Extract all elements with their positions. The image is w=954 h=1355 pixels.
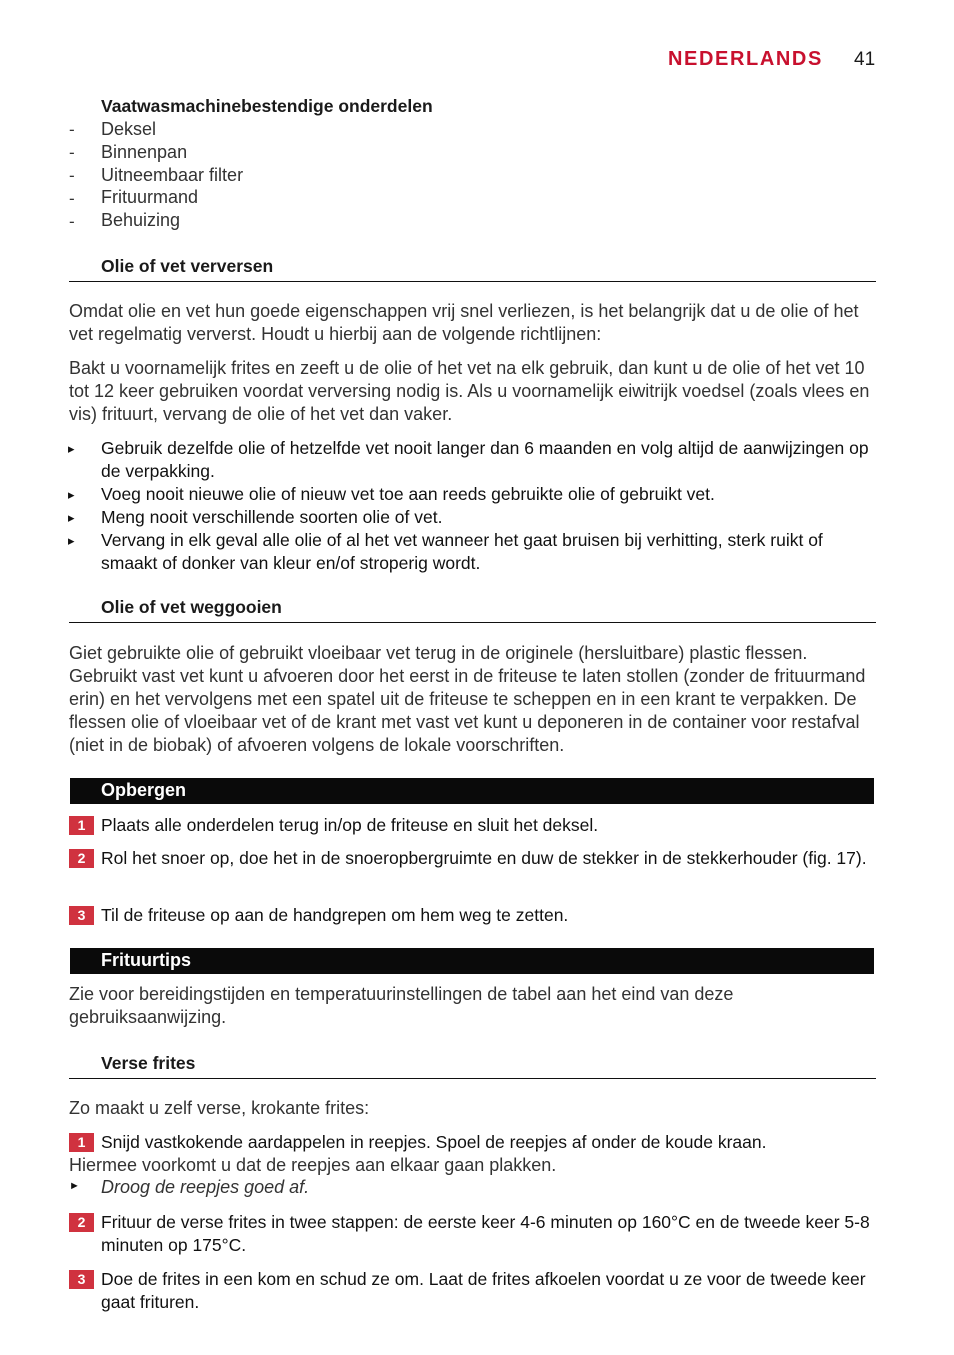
refresh-bullet: Gebruik dezelfde olie of hetzelfde vet nooit langer dan 6 maanden en volg altijd de aanwijzingen op de verpakking. xyxy=(101,438,869,481)
small-arrow-icon: ► xyxy=(69,1180,80,1192)
step-number: 2 xyxy=(69,1213,94,1232)
storage-step: Plaats alle onderdelen terug in/op de friteuse en sluit het deksel. xyxy=(101,815,599,835)
section-divider xyxy=(69,622,876,623)
list-item: Uitneembaar filter xyxy=(101,165,244,185)
fries-heading: Verse frites xyxy=(101,1053,196,1073)
refresh-paragraph-1: Omdat olie en vet hun goede eigenschappen vrij snel verliezen, is het belangrijk dat u de olie of het vet regelmatig ververst. Houdt u hierbij aan de volgende richtlijnen: xyxy=(69,301,859,344)
list-item: Binnenpan xyxy=(101,142,188,162)
refresh-paragraph-2: Bakt u voornamelijk frites en zeeft u de olie of het vet na elk gebruik, dan kunt u de olie of het vet 10 tot 12 keer gebruiken voordat verversing nodig is. Als u voornamelijk eiwitrijk voedsel (zoals vlees en vis) frituurt, vervang de olie of het vet dan vaker. xyxy=(69,358,870,424)
section-divider xyxy=(69,1078,876,1079)
fries-step: Doe de frites in een kom en schud ze om. Laat de frites afkoelen voordat u ze voor de tweede keer gaat frituren. xyxy=(101,1269,866,1312)
dash-icon: - xyxy=(69,212,75,231)
dishwasher-heading: Vaatwasmachinebestendige onderdelen xyxy=(101,96,433,116)
storage-step: Rol het snoer op, doe het in de snoeropbergruimte en duw de stekker in de stekkerhouder (fig. 17). xyxy=(101,848,867,868)
fries-step: Snijd vastkokende aardappelen in reepjes. Spoel de reepjes af onder de koude kraan. xyxy=(101,1132,767,1152)
list-item: Frituurmand xyxy=(101,187,199,207)
tips-heading-bar xyxy=(70,948,874,974)
dash-icon: - xyxy=(69,143,75,162)
bullet-icon: ▸ xyxy=(68,487,75,502)
storage-step: Til de friteuse op aan de handgrepen om hem weg te zetten. xyxy=(101,905,569,925)
step-number: 1 xyxy=(69,1133,94,1152)
refresh-bullet: Voeg nooit nieuwe olie of nieuw vet toe aan reeds gebruikte olie of gebruikt vet. xyxy=(101,484,715,504)
dash-icon: - xyxy=(69,166,75,185)
list-item: Behuizing xyxy=(101,210,181,230)
tips-paragraph: Zie voor bereidingstijden en temperatuurinstellingen de tabel aan het eind van deze gebruiksaanwijzing. xyxy=(69,984,734,1027)
dispose-heading: Olie of vet weggooien xyxy=(101,597,282,617)
section-divider xyxy=(69,281,876,282)
storage-heading-bar xyxy=(70,778,874,804)
dash-icon: - xyxy=(69,120,75,139)
step-number: 3 xyxy=(69,906,94,925)
step-number: 1 xyxy=(69,816,94,835)
fries-substep: Droog de reepjes goed af. xyxy=(101,1177,310,1197)
bullet-icon: ▸ xyxy=(68,510,75,525)
list-item: Deksel xyxy=(101,119,157,139)
refresh-bullet: Meng nooit verschillende soorten olie of vet. xyxy=(101,507,443,527)
step-number: 2 xyxy=(69,849,94,868)
bullet-icon: ▸ xyxy=(68,533,75,548)
refresh-bullet: Vervang in elk geval alle olie of al het vet wanneer het gaat bruisen bij verhitting, sterk ruikt of smaakt of donker van kleur en/of stroperig wordt. xyxy=(101,530,823,573)
tips-heading: Frituurtips xyxy=(101,950,191,970)
dash-icon: - xyxy=(69,189,75,208)
page-number: 41 xyxy=(854,49,876,70)
refresh-heading: Olie of vet verversen xyxy=(101,256,274,276)
fries-intro: Zo maakt u zelf verse, krokante frites: xyxy=(69,1098,370,1118)
step-number: 3 xyxy=(69,1270,94,1289)
fries-step: Frituur de verse frites in twee stappen: de eerste keer 4-6 minuten op 160°C en de tweede keer 5-8 minuten op 175°C. xyxy=(101,1212,870,1255)
fries-step-note: Hiermee voorkomt u dat de reepjes aan elkaar gaan plakken. xyxy=(69,1155,557,1175)
bullet-icon: ▸ xyxy=(68,441,75,456)
language-label: NEDERLANDS xyxy=(668,48,823,70)
dispose-paragraph: Giet gebruikte olie of gebruikt vloeibaar vet terug in de originele (hersluitbare) plastic flessen. Gebruikt vast vet kunt u afvoeren door het eerst in de friteuse te laten stollen (zonder de frituurmand erin) en het vervolgens met een spatel uit de friteuse te scheppen en in een krant te verpakken. De flessen olie of vloeibaar vet of de krant met vast vet kunt u deponeren in de container voor restafval (niet in de biobak) of afvoeren volgens de lokale voorschriften. xyxy=(69,643,866,755)
storage-heading: Opbergen xyxy=(101,780,187,800)
